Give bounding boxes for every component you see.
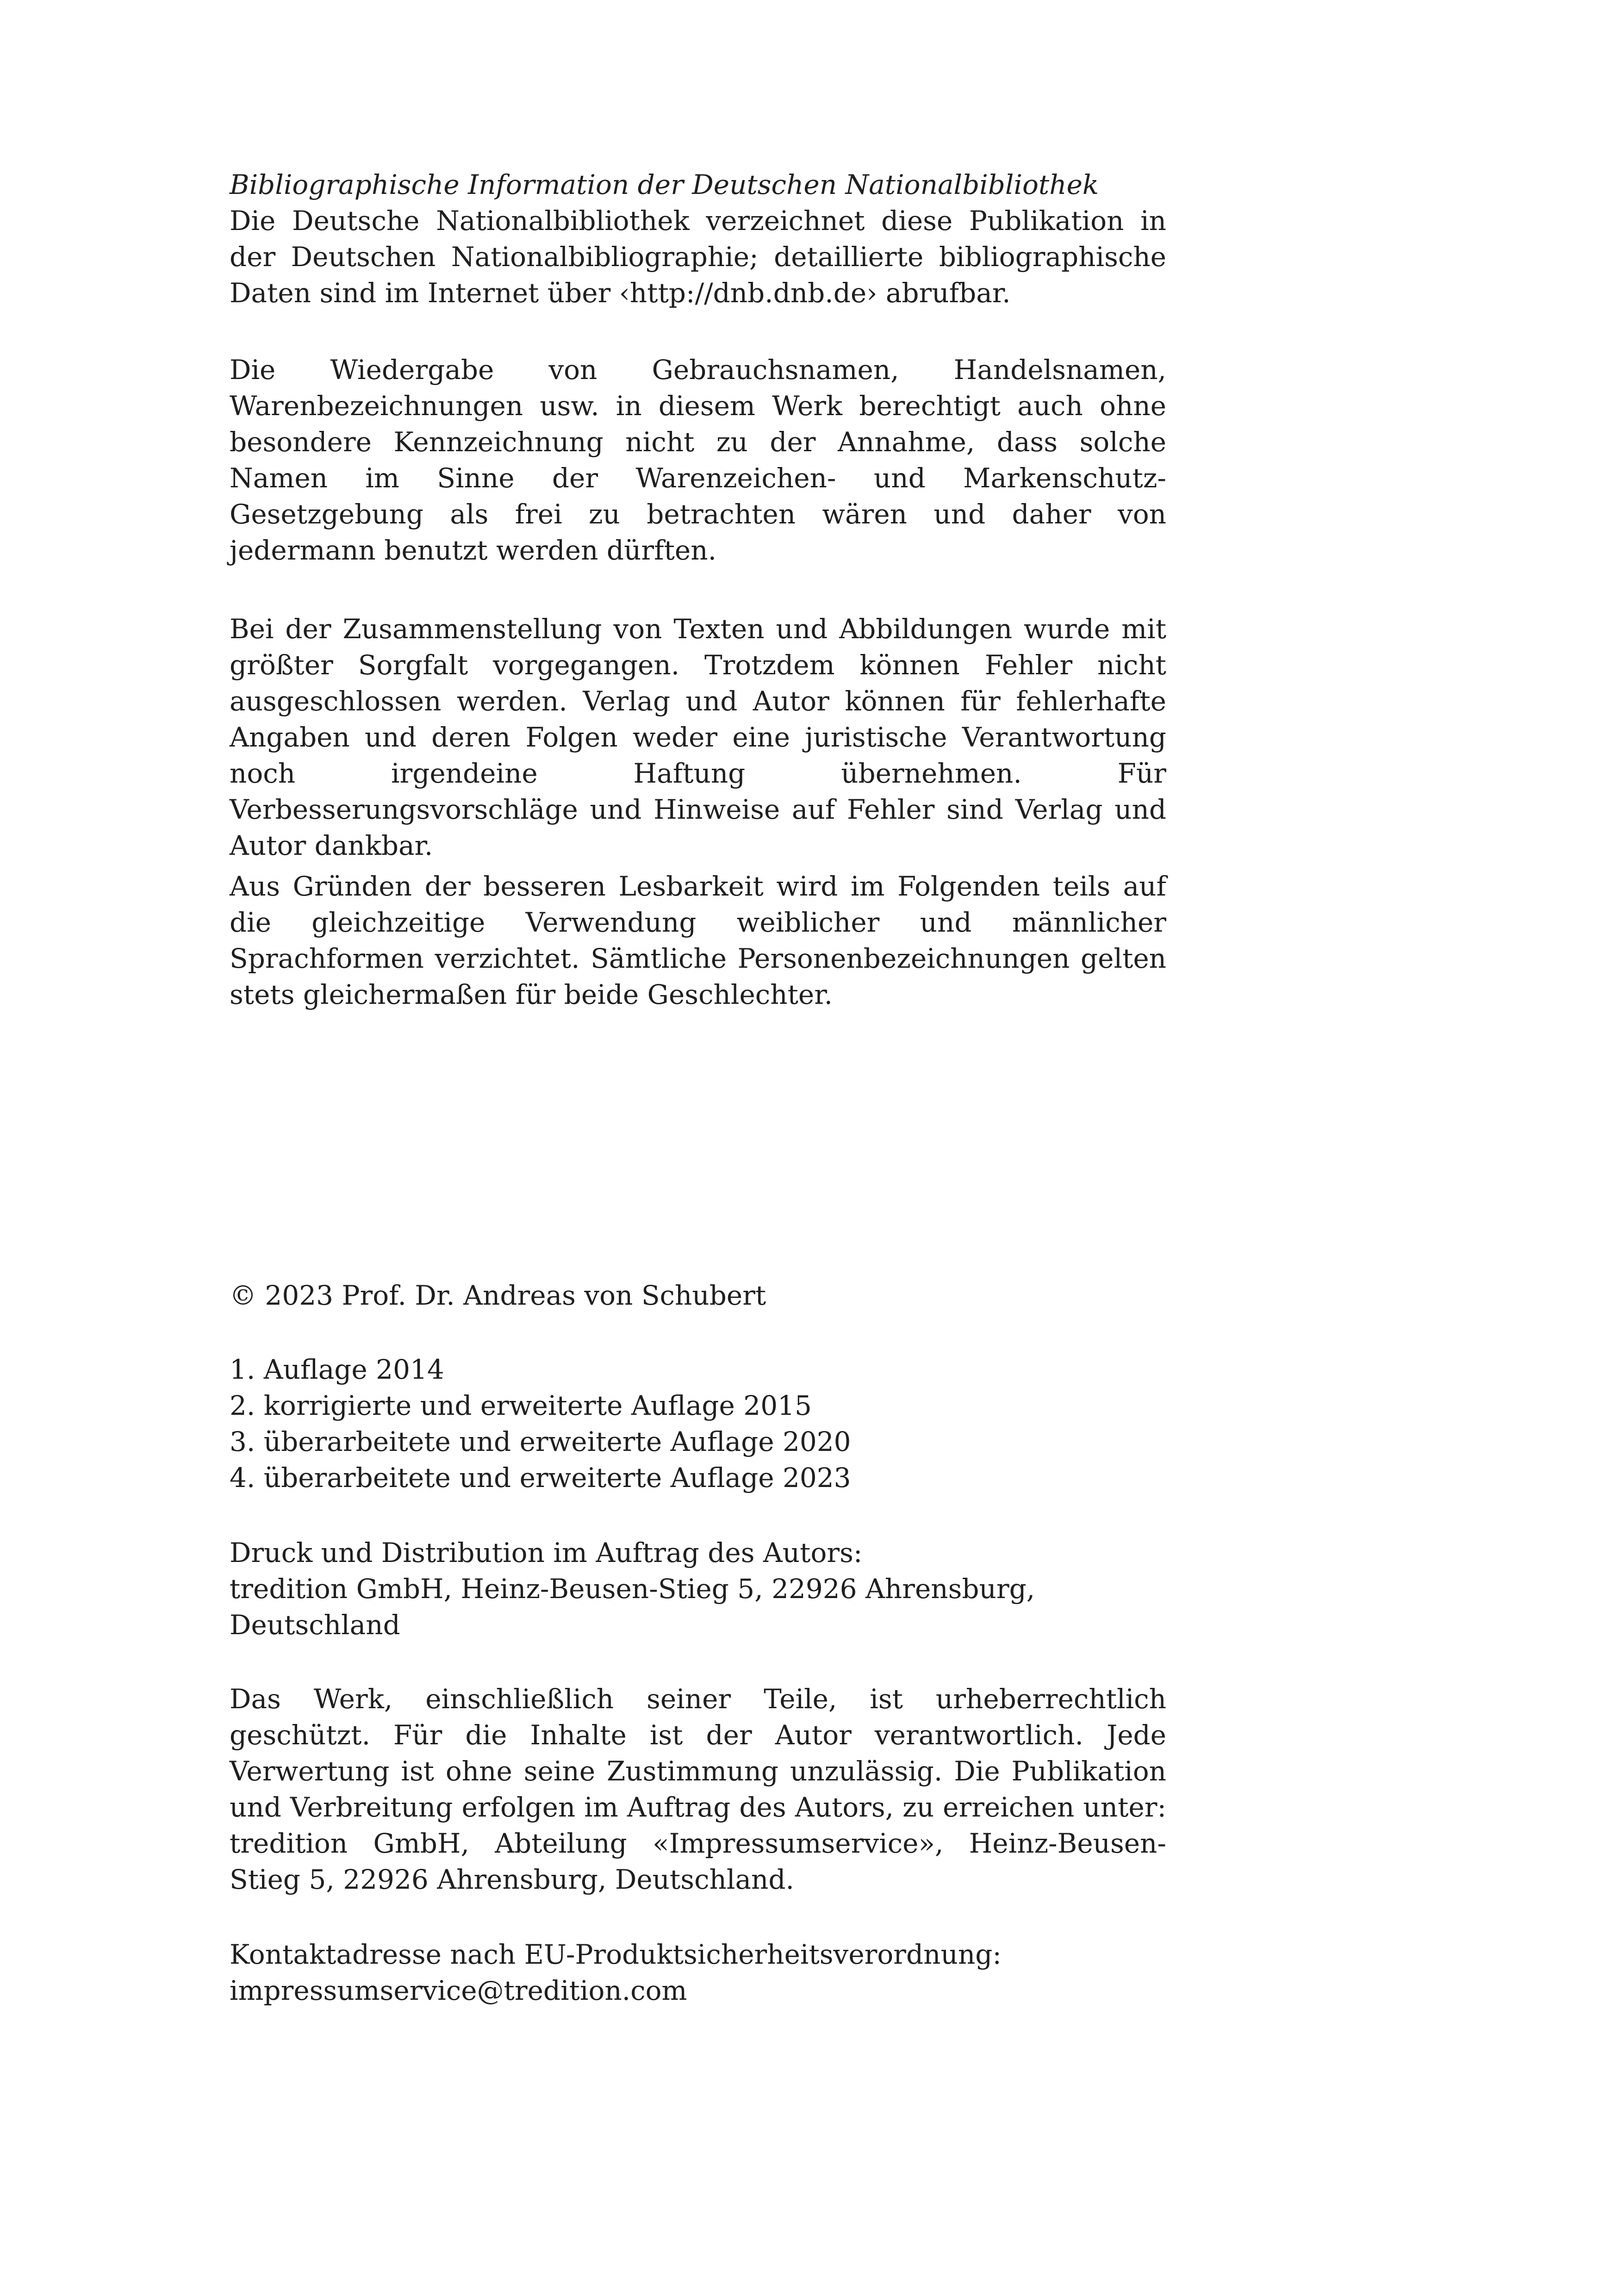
print-address-line: tredition GmbH, Heinz-Beusen-Stieg 5, 22926 Ahrensburg, (230, 1573, 1035, 1605)
copyright-block (230, 1277, 1166, 1313)
edition-item: 1. Auflage 2014 (230, 1354, 444, 1385)
edition-item: 4. überarbeitete und erweiterte Auflage 2023 (230, 1462, 851, 1493)
editions-list (230, 1351, 1166, 1496)
print-address-country: Deutschland (230, 1609, 400, 1641)
bibliographic-text: Die Deutsche Nationalbibliothek verzeichnet diese Publikation in der Deutschen Nationalbibliographie; detaillierte bibliographische Daten sind im Internet über ‹http://dnb.dnb.de› abrufbar. (230, 205, 1166, 309)
trademark-notice: Die Wiedergabe von Gebrauchsnamen, Handelsnamen, Warenbezeichnungen usw. in diesem Werk berechtigt auch ohne besondere Kennzeichnung nicht zu der Annahme, dass solche Namen im Sinne der Warenzeichen- und Markenschutz-Gesetzgebung als frei zu betrachten wären und daher von jedermann benutzt werden dürften. (230, 354, 1166, 566)
gender-notice: Aus Gründen der besseren Lesbarkeit wird im Folgenden teils auf die gleichzeitige Verwendung weiblicher und männlicher Sprachformen verzichtet. Sämtliche Personenbezeichnungen gelten stets gleichermaßen für beide Geschlechter. (230, 871, 1166, 1010)
print-label: Druck und Distribution im Auftrag des Autors: (230, 1537, 863, 1568)
rights-notice-block (230, 1681, 1166, 1898)
copyright-line: © 2023 Prof. Dr. Andreas von Schubert (230, 1280, 766, 1311)
contact-label: Kontaktadresse nach EU-Produktsicherheitsverordnung: (230, 1939, 1002, 1970)
edition-item: 3. überarbeitete und erweiterte Auflage 2020 (230, 1426, 851, 1457)
contact-email: impressumservice@tredition.com (230, 1975, 687, 2006)
liability-notice: Bei der Zusammenstellung von Texten und Abbildungen wurde mit größter Sorgfalt vorgegangen. Trotzdem können Fehler nicht ausgeschlossen werden. Verlag und Autor können für fehlerhafte Angaben und deren Folgen weder eine juristische Verantwortung noch irgendeine Haftung übernehmen. Für Verbesserungsvorschläge und Hinweise auf Fehler sind Verlag und Autor dankbar. (230, 613, 1166, 861)
rights-notice: Das Werk, einschließlich seiner Teile, ist urheberrechtlich geschützt. Für die Inhalte ist der Autor verantwortlich. Jede Verwertung ist ohne seine Zustimmung unzulässig. Die Publikation und Verbreitung erfolgen im Auftrag des Autors, zu erreichen unter: tredition GmbH, Abteilung «Impressumservice», Heinz-Beusen-Stieg 5, 22926 Ahrensburg, Deutschland. (230, 1683, 1166, 1895)
bibliographic-info-block (230, 167, 1166, 311)
contact-block (230, 1936, 1166, 2009)
bibliographic-heading: Bibliographische Information der Deutschen Nationalbibliothek (230, 169, 1099, 200)
gender-notice-block (230, 868, 1166, 1013)
edition-item: 2. korrigierte und erweiterte Auflage 2015 (230, 1390, 812, 1421)
trademark-notice-block (230, 352, 1166, 568)
print-distribution-block (230, 1535, 1166, 1643)
liability-notice-block (230, 611, 1166, 864)
